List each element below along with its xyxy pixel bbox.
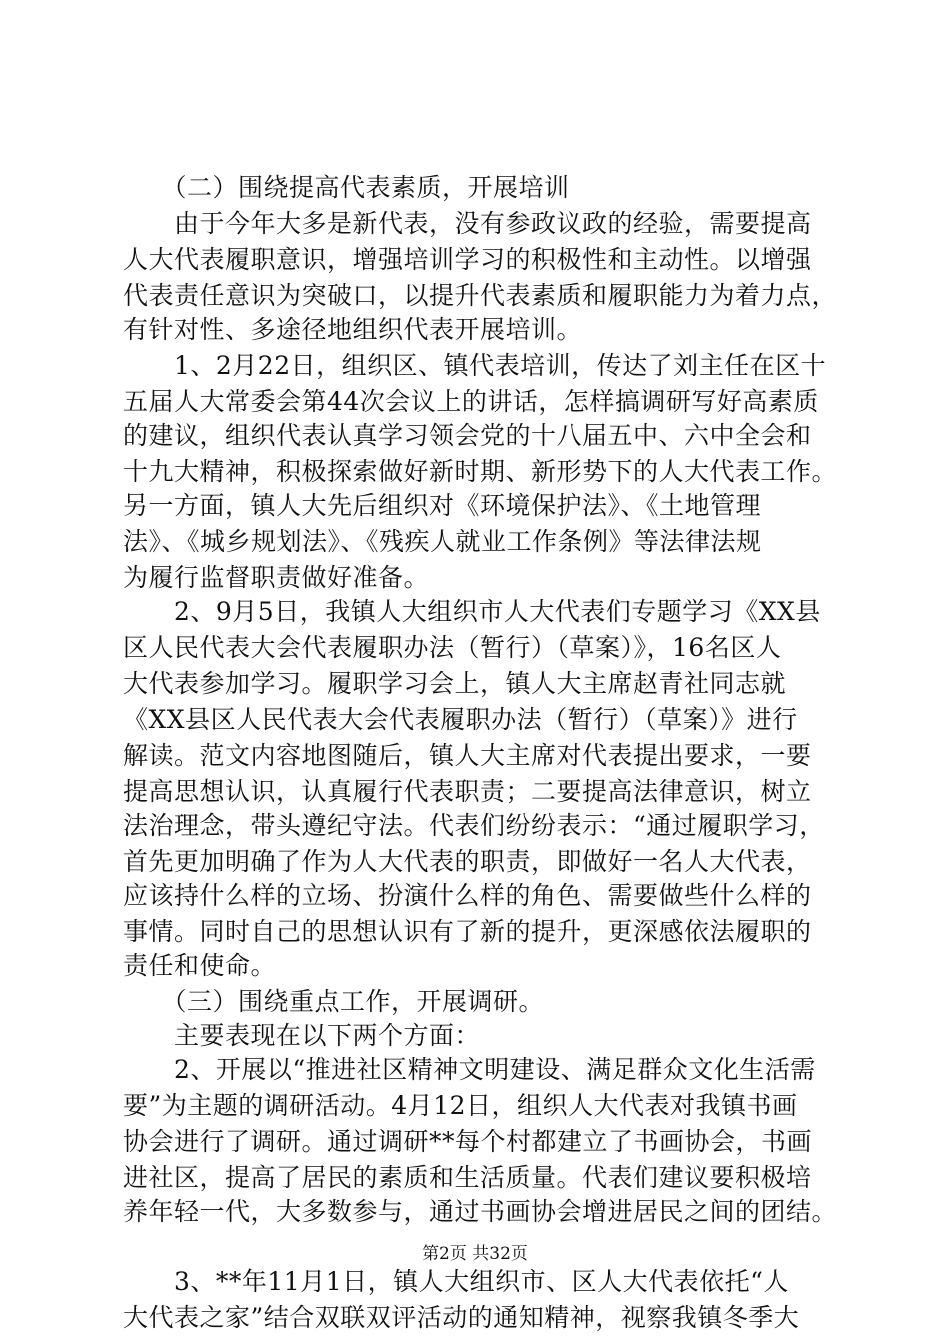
text-line: 事情。同时自己的思想认识有了新的提升，更深感依法履职的 — [123, 917, 812, 946]
text-line: 代表责任意识为突破口，以提升代表素质和履职能力为着力点， — [123, 281, 838, 310]
text-line: 养年轻一代，大多数参与，通过书画协会增进居民之间的团结。 — [123, 1197, 838, 1226]
text-line: 1、2月22日，组织区、镇代表培训，传达了刘主任在区十 — [123, 351, 827, 380]
text-line: （二）围绕提高代表素质，开展培训 — [123, 173, 570, 202]
text-line: 解读。范文内容地图随后，镇人大主席对代表提出要求，一要 — [123, 741, 812, 770]
text-line: 五届人大常委会第44次会议上的讲话，怎样搞调研写好高素质 — [123, 387, 819, 416]
text-line: 区人民代表大会代表履职办法（暂行）（草案）》，16名区人 — [123, 633, 782, 662]
text-line: 《XX县区人民代表大会代表履职办法（暂行）（草案）》进行 — [123, 705, 798, 734]
text-line: 为履行监督职责做好准备。 — [123, 563, 430, 592]
text-line: 大代表之家”结合双联双评活动的通知精神，视察我镇冬季大 — [123, 1303, 800, 1332]
text-line: 主要表现在以下两个方面： — [123, 1021, 481, 1050]
text-line: 责任和使命。 — [123, 951, 277, 980]
text-line: 首先更加明确了作为人大代表的职责，即做好一名人大代表， — [123, 847, 812, 876]
text-line: 由于今年大多是新代表，没有参政议政的经验，需要提高 — [123, 209, 812, 238]
text-line: 要”为主题的调研活动。4月12日，组织人大代表对我镇书画 — [123, 1091, 798, 1120]
text-line: 的建议，组织代表认真学习领会党的十八届五中、六中全会和 — [123, 421, 812, 450]
text-line: 人大代表履职意识，增强培训学习的积极性和主动性。以增强 — [123, 245, 812, 274]
text-line: 法治理念，带头遵纪守法。代表们纷纷表示：“通过履职学习， — [123, 811, 825, 840]
text-line: 另一方面，镇人大先后组织对《环境保护法》、《土地管理 — [123, 491, 762, 520]
page-footer: 第2页 共32页 — [422, 1244, 528, 1264]
text-line: 协会进行了调研。通过调研**每个村都建立了书画协会，书画 — [123, 1127, 813, 1156]
text-line: 提高思想认识，认真履行代表职责；二要提高法律意识，树立 — [123, 777, 812, 806]
text-line: 进社区，提高了居民的素质和生活质量。代表们建议要积极培 — [123, 1163, 812, 1192]
text-line: 十九大精神，积极探索做好新时期、新形势下的人大代表工作。 — [123, 457, 838, 486]
text-line: （三）围绕重点工作，开展调研。 — [123, 987, 545, 1016]
text-line: 大代表参加学习。履职学习会上，镇人大主席赵青社同志就 — [123, 669, 787, 698]
text-line: 2、9月5日，我镇人大组织市人大代表们专题学习《XX县 — [123, 597, 821, 626]
text-line: 应该持什么样的立场、扮演什么样的角色、需要做些什么样的 — [123, 881, 812, 910]
text-line: 3、**年11月1日，镇人大组织市、区人大代表依托“人 — [123, 1267, 789, 1296]
text-line: 有针对性、多途径地组织代表开展培训。 — [123, 315, 583, 344]
text-line: 2、开展以“推进社区精神文明建设、满足群众文化生活需 — [123, 1055, 816, 1084]
text-line: 法》、《城乡规划法》、《残疾人就业工作条例》等法律法规 — [123, 527, 762, 556]
